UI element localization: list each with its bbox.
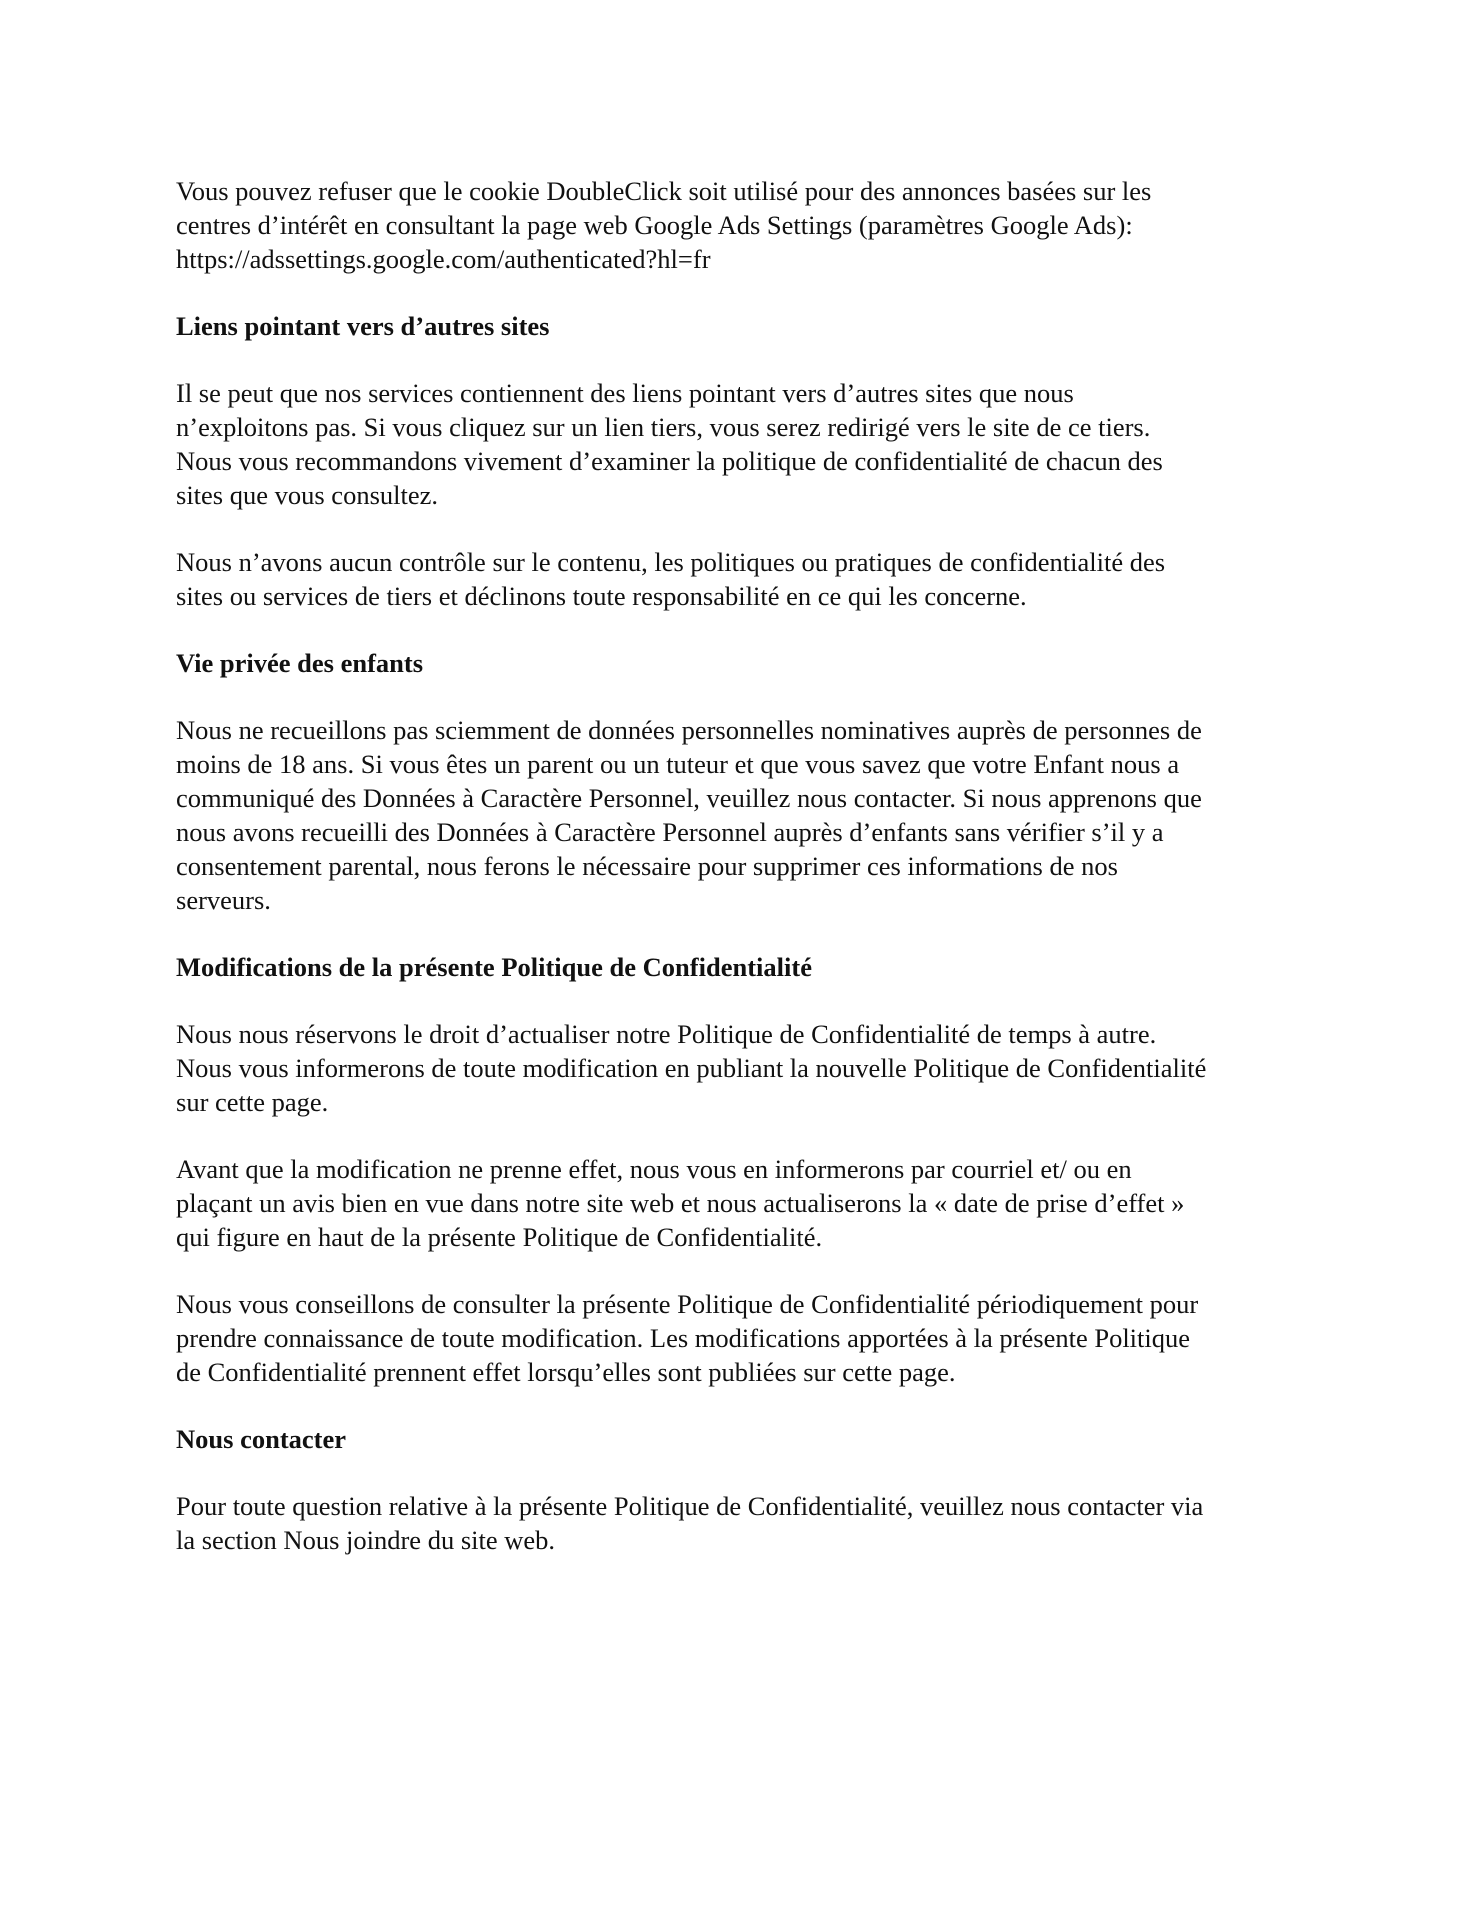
adssettings-link[interactable]: https://adssettings.google.com/authenticated?hl=fr	[176, 244, 711, 274]
policy-changes-paragraph-3: Nous vous conseillons de consulter la présente Politique de Confidentialité périodiquement pour prendre connaissance de toute modification. Les modifications apportées à la présente Politique de Confidentialité prennent effet lorsqu’elles sont publiées sur cette page.	[176, 1289, 1199, 1387]
children-privacy-paragraph: Nous ne recueillons pas sciemment de données personnelles nominatives auprès de personnes de moins de 18 ans. Si vous êtes un parent ou un tuteur et que vous savez que votre Enfant nous a communiqué des Données à Caractère Personnel, veuillez nous contacter. Si nous apprenons que nous avons recueilli des Données à Caractère Personnel auprès d’enfants sans vérifier s’il y a consentement parental, nous ferons le nécessaire pour supprimer ces informations de nos serveurs.	[176, 715, 1202, 915]
section-heading-policy-changes: Modifications de la présente Politique de Confidentialité	[176, 952, 812, 982]
section-heading-contact: Nous contacter	[176, 1424, 346, 1454]
policy-changes-paragraph-2: Avant que la modification ne prenne effet, nous vous en informerons par courriel et/ ou en plaçant un avis bien en vue dans notre site web et nous actualiserons la « date de prise d’effet » qui figure en haut de la présente Politique de Confidentialité.	[176, 1154, 1185, 1252]
section-heading-children-privacy: Vie privée des enfants	[176, 648, 424, 678]
external-links-paragraph-1: Il se peut que nos services contiennent des liens pointant vers d’autres sites que nous n’exploitons pas. Si vous cliquez sur un lien tiers, vous serez redirigé vers le site de ce tiers. Nous vous recommandons vivement d’examiner la politique de confidentialité de chacun des sites que vous consultez.	[176, 378, 1163, 510]
intro-text: Vous pouvez refuser que le cookie DoubleClick soit utilisé pour des annonces basées sur les centres d’intérêt en consultant la page web Google Ads Settings (paramètres Google Ads):	[176, 176, 1152, 240]
intro-paragraph	[176, 174, 1316, 276]
contact-paragraph: Pour toute question relative à la présente Politique de Confidentialité, veuillez nous contacter via la section Nous joindre du site web.	[176, 1491, 1204, 1555]
section-heading-external-links: Liens pointant vers d’autres sites	[176, 311, 550, 341]
document-page	[176, 174, 1316, 1590]
policy-changes-paragraph-1: Nous nous réservons le droit d’actualiser notre Politique de Confidentialité de temps à autre. Nous vous informerons de toute modification en publiant la nouvelle Politique de Confidentialité sur cette page.	[176, 1019, 1207, 1117]
external-links-paragraph-2: Nous n’avons aucun contrôle sur le contenu, les politiques ou pratiques de confidentialité des sites ou services de tiers et déclinons toute responsabilité en ce qui les concerne.	[176, 547, 1166, 611]
